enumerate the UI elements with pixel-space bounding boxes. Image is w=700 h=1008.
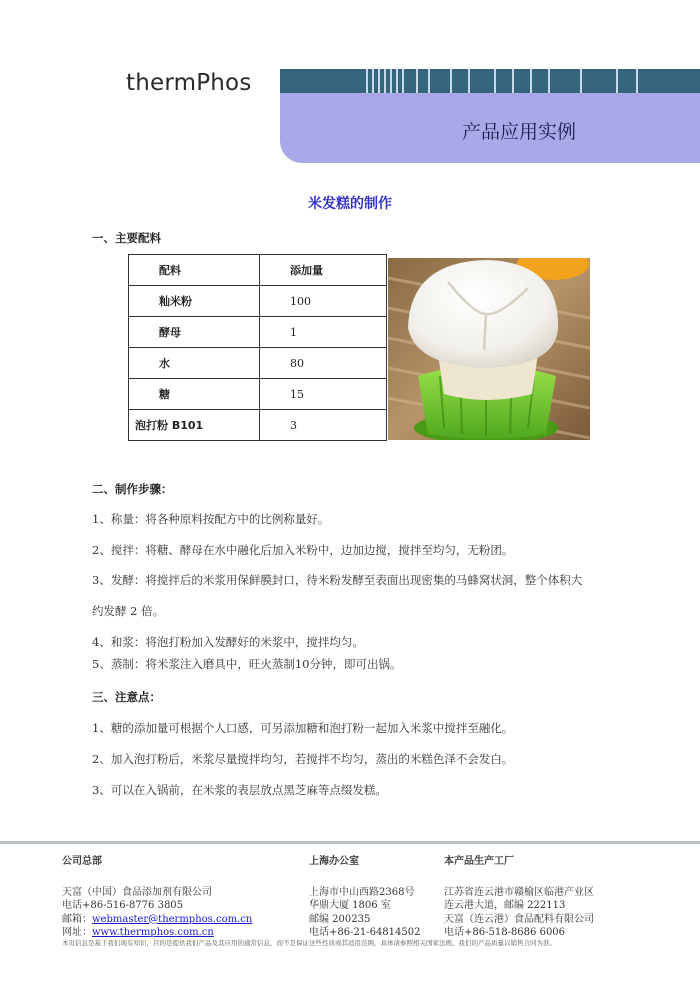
logo-crescent-icon xyxy=(92,68,120,98)
footer-factory-line: 电话+86-518-8686 6006 xyxy=(444,927,566,938)
footer-shanghai-line: 华鼎大厦 1806 室 xyxy=(309,900,391,911)
footer-shanghai-heading: 上海办公室 xyxy=(309,856,359,867)
ingredient-amount: 15 xyxy=(260,379,387,410)
ingredient-amount: 80 xyxy=(260,348,387,379)
ingredient-amount: 3 xyxy=(260,410,387,441)
footer-disclaimer: 本页信息是基于我们现有知识，目的是提供我们产品及其应用的通常信息，而不是保证这些性质或其适用范围，具体请参照相关国家法规，我们的产品质量以销售合同为准。 xyxy=(62,939,556,947)
footer-shanghai-line: 邮编 200235 xyxy=(309,913,371,925)
footer-shanghai-line: 电话+86-21-64814502 xyxy=(309,927,421,938)
website-link[interactable]: www.thermphos.com.cn xyxy=(92,927,214,938)
banner-title: 产品应用实例 xyxy=(461,121,576,143)
note-item: 1、糖的添加量可根据个人口感，可另添加糖和泡打粉一起加入米浆中搅拌至融化。 xyxy=(92,721,514,735)
web-label: 网址： xyxy=(62,927,92,938)
step-item: 约发酵 2 倍。 xyxy=(92,604,165,618)
ingredients-heading: 一、主要配料 xyxy=(92,231,161,245)
email-link[interactable]: webmaster@thermphos.com.cn xyxy=(92,913,253,925)
ingredient-amount: 100 xyxy=(260,286,387,317)
footer-factory xyxy=(444,855,594,940)
footer-shanghai-line: 上海市中山西路2368号 xyxy=(309,886,415,898)
footer-factory-line: 天富（连云港）食品配料有限公司 xyxy=(444,913,594,925)
footer-hq-company: 天富（中国）食品添加剂有限公司 xyxy=(62,886,212,898)
ingredient-name: 糖 xyxy=(129,379,260,410)
footer-hq-heading: 公司总部 xyxy=(62,856,102,867)
footer-hq xyxy=(62,855,252,940)
footer-shanghai xyxy=(309,855,420,940)
footer-hq-phone: 电话+86-516-8776 3805 xyxy=(62,900,184,911)
ingredient-name: 水 xyxy=(129,348,260,379)
note-item: 3、可以在入锅前，在米浆的表层放点黑芝麻等点缀发糕。 xyxy=(92,783,387,797)
table-row xyxy=(129,317,387,348)
steps-heading: 二、制作步骤： xyxy=(92,482,173,496)
header-banner xyxy=(280,93,700,163)
header-banner-stripes xyxy=(280,69,700,93)
footer-factory-heading: 本产品生产工厂 xyxy=(444,856,514,867)
table-row xyxy=(129,410,387,441)
notes-heading: 三、注意点： xyxy=(92,690,161,704)
ingredient-name: 籼米粉 xyxy=(129,286,260,317)
step-item: 3、发酵：将搅拌后的米浆用保鲜膜封口，待米粉发酵至表面出现密集的马蜂窝状洞，整个体积大 xyxy=(92,573,583,587)
column-header: 配料 xyxy=(129,255,260,286)
company-logo xyxy=(92,68,252,98)
step-item: 2、搅拌：将糖、酵母在水中融化后加入米粉中，边加边搅，搅拌至均匀，无粉团。 xyxy=(92,543,514,557)
column-header: 添加量 xyxy=(260,255,387,286)
ingredients-table xyxy=(128,254,387,441)
footer-factory-line: 连云港大道，邮编 222113 xyxy=(444,900,566,911)
table-row xyxy=(129,379,387,410)
footer-factory-line: 江苏省连云港市赣榆区临港产业区 xyxy=(444,886,594,898)
table-row xyxy=(129,348,387,379)
ingredient-amount: 1 xyxy=(260,317,387,348)
rice-cake-photo xyxy=(388,258,590,440)
logo-text: thermPhos xyxy=(126,70,252,96)
table-header-row xyxy=(129,255,387,286)
step-item: 4、和浆：将泡打粉加入发酵好的米浆中，搅拌均匀。 xyxy=(92,635,364,649)
document-title: 米发糕的制作 xyxy=(308,196,392,212)
footer-hq-email-row xyxy=(62,913,252,927)
note-item: 2、加入泡打粉后，米浆尽量搅拌均匀，若搅拌不均匀，蒸出的米糕色泽不会发白。 xyxy=(92,752,514,766)
email-label: 邮箱： xyxy=(62,913,92,925)
step-item: 5、蒸制：将米浆注入磨具中，旺火蒸制10分钟，即可出锅。 xyxy=(92,657,402,671)
footer-divider xyxy=(0,841,700,844)
step-item: 1、称量：将各种原料按配方中的比例称量好。 xyxy=(92,512,330,526)
ingredient-name: 酵母 xyxy=(129,317,260,348)
ingredient-name: 泡打粉 B101 xyxy=(129,410,260,441)
table-row xyxy=(129,286,387,317)
